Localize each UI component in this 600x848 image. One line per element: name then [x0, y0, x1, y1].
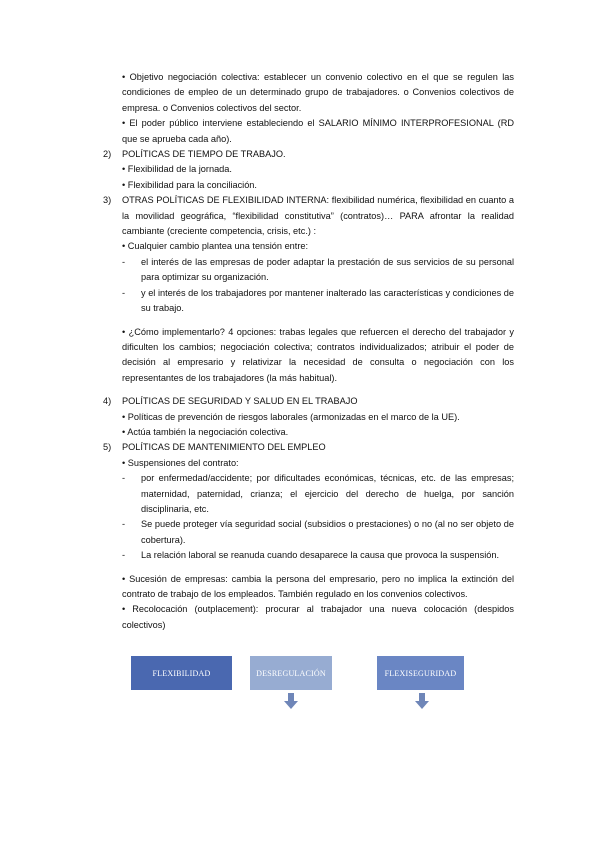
box-desregulacion: DESREGULACIÓN	[250, 656, 332, 690]
dash-marker: -	[122, 256, 126, 267]
bullet-item: • Flexibilidad de la jornada.	[122, 164, 232, 175]
dash-item: - el interés de las empresas de poder adaptar la prestación de sus servicios de su personal para optimizar su organización.	[122, 256, 514, 283]
list-number: 2)	[103, 149, 112, 160]
down-arrow-icon	[284, 693, 298, 709]
bullet-item: • Actúa también la negociación colectiva.	[122, 426, 289, 437]
paragraph-collective-bargaining: • Objetivo negociación colectiva: establecer un convenio colectivo en el que se regulen las condiciones de empleo de un determinado grupo de trabajadores. o Convenios colectivos de empresa. o Convenios colectivos del sector.	[122, 72, 514, 113]
dash-item: - y el interés de los trabajadores por mantener inalterado las características y condiciones de su trabajo.	[122, 287, 514, 314]
paragraph-outplacement: • Recolocación (outplacement): procurar al trabajador una nueva colocación (despidos colectivos)	[122, 604, 514, 630]
down-arrow-icon	[415, 693, 429, 709]
box-flexiseguridad: FLEXISEGURIDAD	[377, 656, 464, 690]
bullet-item: • Cualquier cambio plantea una tensión entre:	[122, 241, 309, 252]
heading-internal-flexibility: 3) OTRAS POLÍTICAS DE FLEXIBILIDAD INTERNA: flexibilidad numérica, flexibilidad en cuanto a la movilidad geográfica, “flexibilidad constitutiva” (contratos)… PARA afrontar la realidad cambiante (creciente competencia, crisis, etc.) :	[103, 195, 514, 237]
bullet-item: • Suspensiones del contrato:	[122, 457, 239, 468]
heading-employment-maintenance: 5) POLÍTICAS DE MANTENIMIENTO DEL EMPLEO	[122, 440, 514, 455]
heading-safety-health: 4) POLÍTICAS DE SEGURIDAD Y SALUD EN EL TRABAJO	[122, 394, 514, 409]
dash-marker: -	[122, 473, 126, 484]
bullet-item: • Flexibilidad para la conciliación.	[122, 179, 257, 190]
dash-marker: -	[122, 519, 126, 530]
paragraph-implementation: • ¿Cómo implementarlo? 4 opciones: trabas legales que refuercen el derecho del trabajador y dificulten los cambios; negociación colectiva; contratos individualizados; atribuir el poder de decisión al empresario y relativizar la necesidad de consulta o negociación con los representantes de los trabajadores (la más habitual).	[122, 326, 514, 383]
paragraph-minimum-wage: • El poder público interviene estableciendo el SALARIO MÍNIMO INTERPROFESIONAL (RD que se aprueba cada año).	[122, 118, 514, 144]
box-flexibilidad: FLEXIBILIDAD	[131, 656, 232, 690]
list-number: 4)	[103, 396, 112, 407]
dash-item: - Se puede proteger vía seguridad social (subsidios o prestaciones) o no (al no ser objeto de cobertura).	[122, 519, 514, 545]
dash-marker: -	[122, 287, 126, 298]
heading-working-time: 2) POLÍTICAS DE TIEMPO DE TRABAJO.	[122, 147, 514, 162]
bullet-item: • Políticas de prevención de riesgos laborales (armonizadas en el marco de la UE).	[122, 411, 460, 422]
list-number: 5)	[103, 442, 112, 453]
dash-item: - por enfermedad/accidente; por dificultades económicas, técnicas, etc. de las empresas; maternidad, paternidad, crianza; el ejercicio del derecho de huelga, por sanción disciplinaria, etc.	[122, 473, 514, 514]
dash-item: - La relación laboral se reanuda cuando desaparece la causa que provoca la suspensión.	[122, 548, 514, 563]
paragraph-business-succession: • Sucesión de empresas: cambia la persona del empresario, pero no implica la extinción del contrato de trabajo de los empleados. También regulado en los convenios colectivos.	[122, 573, 514, 599]
dash-marker: -	[122, 550, 126, 561]
list-number: 3)	[103, 195, 112, 206]
